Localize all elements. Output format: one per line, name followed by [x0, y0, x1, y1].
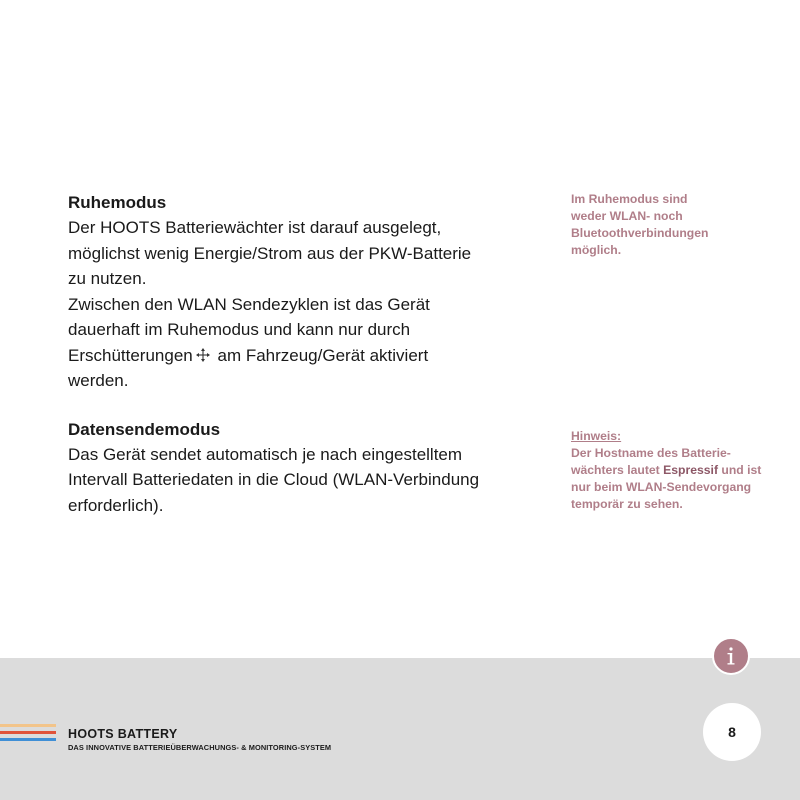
sidenote-text: wächters lautet	[571, 463, 664, 477]
page-number-badge	[703, 703, 761, 761]
page-number: 8	[728, 724, 736, 740]
hostname-highlight: Espressif	[663, 463, 718, 477]
sidenote-hinweis	[571, 428, 771, 513]
datensendemodus-line: Das Gerät sendet automatisch je nach eingestelltem	[68, 444, 463, 464]
datensendemodus-line: erforderlich).	[68, 495, 164, 515]
ruhemodus-heading: Ruhemodus	[68, 193, 167, 212]
ruhemodus-line: zu nutzen.	[68, 269, 147, 288]
datensendemodus-heading: Datensendemodus	[68, 419, 221, 439]
ruhemodus-line-with-icon	[68, 343, 538, 369]
sidenote-line	[571, 462, 771, 479]
ruhemodus-line: möglichst wenig Energie/Strom aus der PKW-Batterie	[68, 243, 472, 263]
brand-block	[68, 726, 331, 754]
datensendemodus-line: Intervall Batteriedaten in die Cloud (WLAN-Verbindung	[68, 470, 480, 489]
stripe-orange	[0, 724, 56, 727]
sidenote-line: Im Ruhemodus sind	[571, 192, 688, 206]
sidenote-line: möglich.	[571, 243, 622, 257]
sidenote-line: Bluetoothverbindungen	[571, 226, 709, 240]
info-icon	[712, 637, 750, 675]
sidenote-ruhemodus	[571, 191, 771, 259]
stripe-blue	[0, 738, 56, 741]
ruhemodus-text: am Fahrzeug/Gerät aktiviert	[217, 345, 429, 365]
brand-stripes	[0, 724, 56, 745]
ruhemodus-line: Zwischen den WLAN Sendezyklen ist das Gerät	[68, 294, 430, 314]
ruhemodus-line: Der HOOTS Batteriewächter ist darauf ausgelegt,	[68, 218, 442, 237]
sidenote-text: und ist	[718, 463, 762, 477]
sidenote-line: temporär zu sehen.	[571, 497, 683, 511]
sidenote-line: Der Hostname des Batterie-	[571, 446, 731, 460]
ruhemodus-text: Erschütterungen	[68, 345, 193, 365]
ruhemodus-line: dauerhaft im Ruhemodus und kann nur durch	[68, 320, 411, 339]
ruhemodus-line: werden.	[68, 371, 129, 390]
sidenote-line: weder WLAN- noch	[571, 209, 683, 223]
move-arrows-icon	[195, 345, 211, 361]
main-content	[68, 190, 538, 518]
hinweis-title: Hinweis:	[571, 429, 622, 443]
stripe-red	[0, 731, 56, 734]
brand-tagline: DAS INNOVATIVE BATTERIEÜBERWACHUNGS- & MONITORING-SYSTEM	[68, 743, 332, 752]
sidenote-line: nur beim WLAN-Sendevorgang	[571, 480, 752, 494]
brand-name: HOOTS BATTERY	[68, 727, 178, 741]
